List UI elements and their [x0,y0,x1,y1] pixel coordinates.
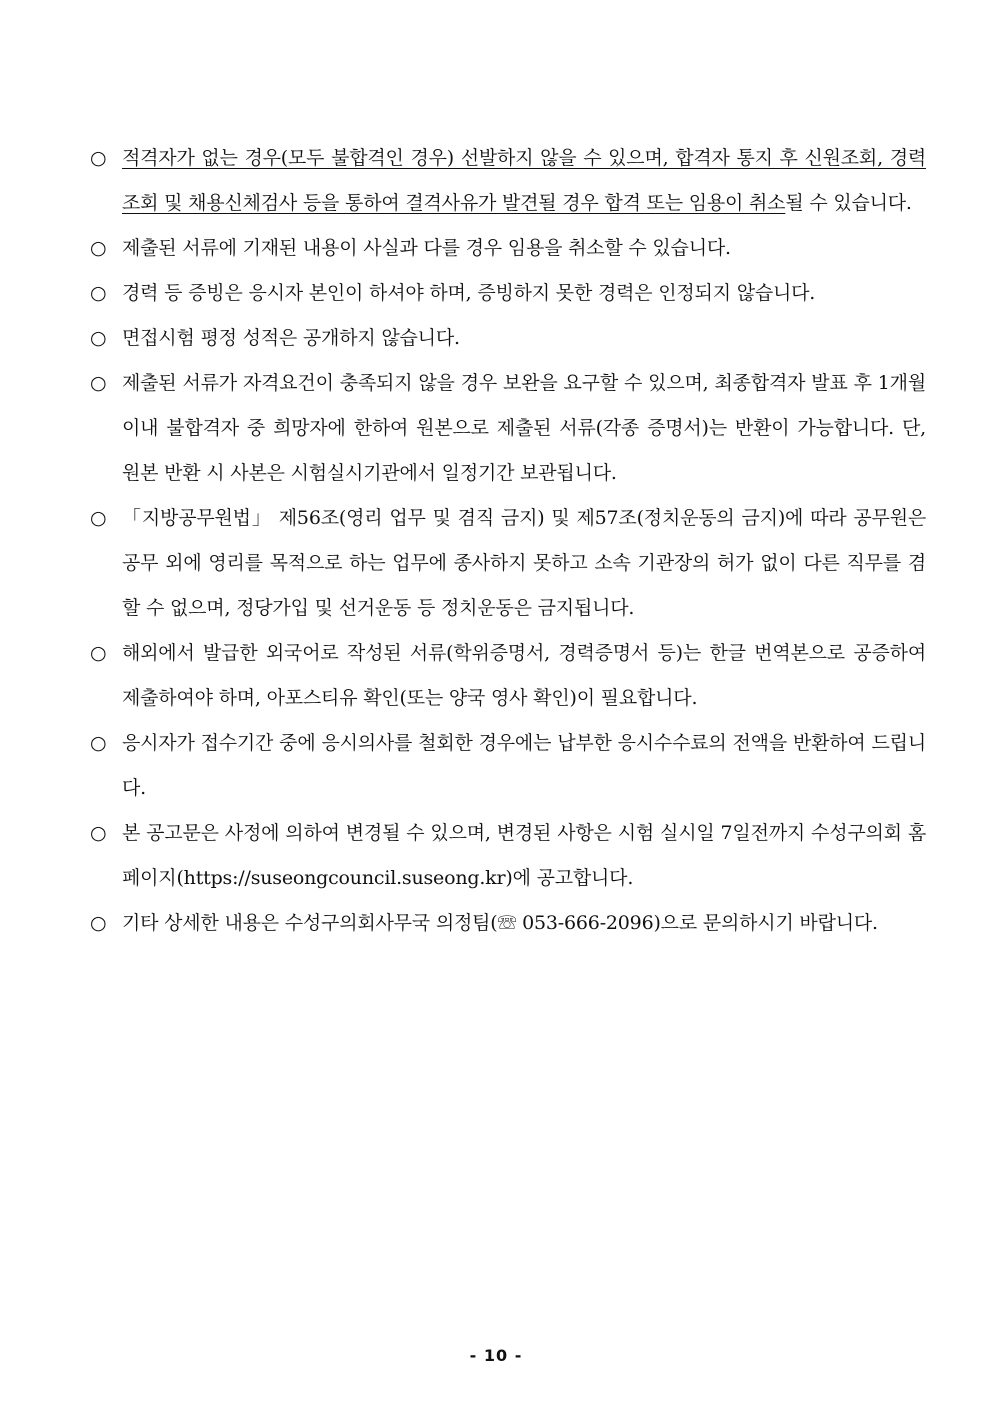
notice-item-interview-scores [90,316,926,361]
bullet-circle-icon: ○ [90,822,107,844]
notice-item-contact [90,901,926,946]
notice-item-career-proof [90,271,926,316]
bullet-circle-icon: ○ [90,282,107,304]
bullet-circle-icon: ○ [90,732,107,754]
notice-item-civil-service-law [90,496,926,631]
notice-item-disqualification [90,136,926,226]
notice-item-text: 경력 등 증빙은 응시자 본인이 하셔야 하며, 증빙하지 못한 경력은 인정되지 않습니다. [122,282,816,304]
notice-item-announcement-changes [90,811,926,901]
notice-item-document-return [90,361,926,496]
bullet-circle-icon: ○ [90,327,107,349]
notice-item-text: 면접시험 평정 성적은 공개하지 않습니다. [122,327,460,349]
notice-item-text [122,136,926,226]
notice-item-fee-refund [90,721,926,811]
notice-item-text: 제출된 서류가 자격요건이 충족되지 않을 경우 보완을 요구할 수 있으며, 최종합격자 발표 후 1개월 이내 불합격자 중 희망자에 한하여 원본으로 제출된 서류(각종 증명서)는 반환이 가능합니다. 단, 원본 반환 시 사본은 시험실시기관에서 일정기간 보관됩니다. [122,372,926,484]
underlined-text: 적격자가 없는 경우(모두 불합격인 경우) 선발하지 않을 수 있으며, 합격자 통지 후 신원조회, 경력조회 및 채용신체검사 등을 통하여 결격사유가 발견될 경우 합격 또는 임용이 취소 [122,147,926,214]
document-body [90,136,926,946]
notice-item-text: 응시자가 접수기간 중에 응시의사를 철회한 경우에는 납부한 응시수수료의 전액을 반환하여 드립니다. [122,732,926,799]
notice-item-text: 본 공고문은 사정에 의하여 변경될 수 있으며, 변경된 사항은 시험 실시일 7일전까지 수성구의회 홈페이지(https://suseongcouncil.suseong.kr)에 공고합니다. [122,822,926,889]
bullet-circle-icon: ○ [90,507,107,529]
bullet-circle-icon: ○ [90,912,107,934]
notice-item-false-documents [90,226,926,271]
notice-item-text: 해외에서 발급한 외국어로 작성된 서류(학위증명서, 경력증명서 등)는 한글 번역본으로 공증하여 제출하여야 하며, 아포스티유 확인(또는 양국 영사 확인)이 필요합니다. [122,642,926,709]
notice-item-text-rest: 될 수 있습니다. [785,192,912,214]
bullet-circle-icon: ○ [90,372,107,394]
page-number: - 10 - [469,1346,523,1365]
bullet-circle-icon: ○ [90,147,107,169]
notice-item-text: 기타 상세한 내용은 수성구의회사무국 의정팀(☏ 053-666-2096)으로 문의하시기 바랍니다. [122,912,878,934]
bullet-circle-icon: ○ [90,237,107,259]
notice-item-text: 제출된 서류에 기재된 내용이 사실과 다를 경우 임용을 취소할 수 있습니다. [122,237,731,259]
notice-item-text: 「지방공무원법」 제56조(영리 업무 및 겸직 금지) 및 제57조(정치운동의 금지)에 따라 공무원은 공무 외에 영리를 목적으로 하는 업무에 종사하지 못하고 소속 기관장의 허가 없이 다른 직무를 겸할 수 없으며, 정당가입 및 선거운동 등 정치운동은 금지됩니다. [122,507,926,619]
bullet-circle-icon: ○ [90,642,107,664]
notice-item-foreign-documents [90,631,926,721]
